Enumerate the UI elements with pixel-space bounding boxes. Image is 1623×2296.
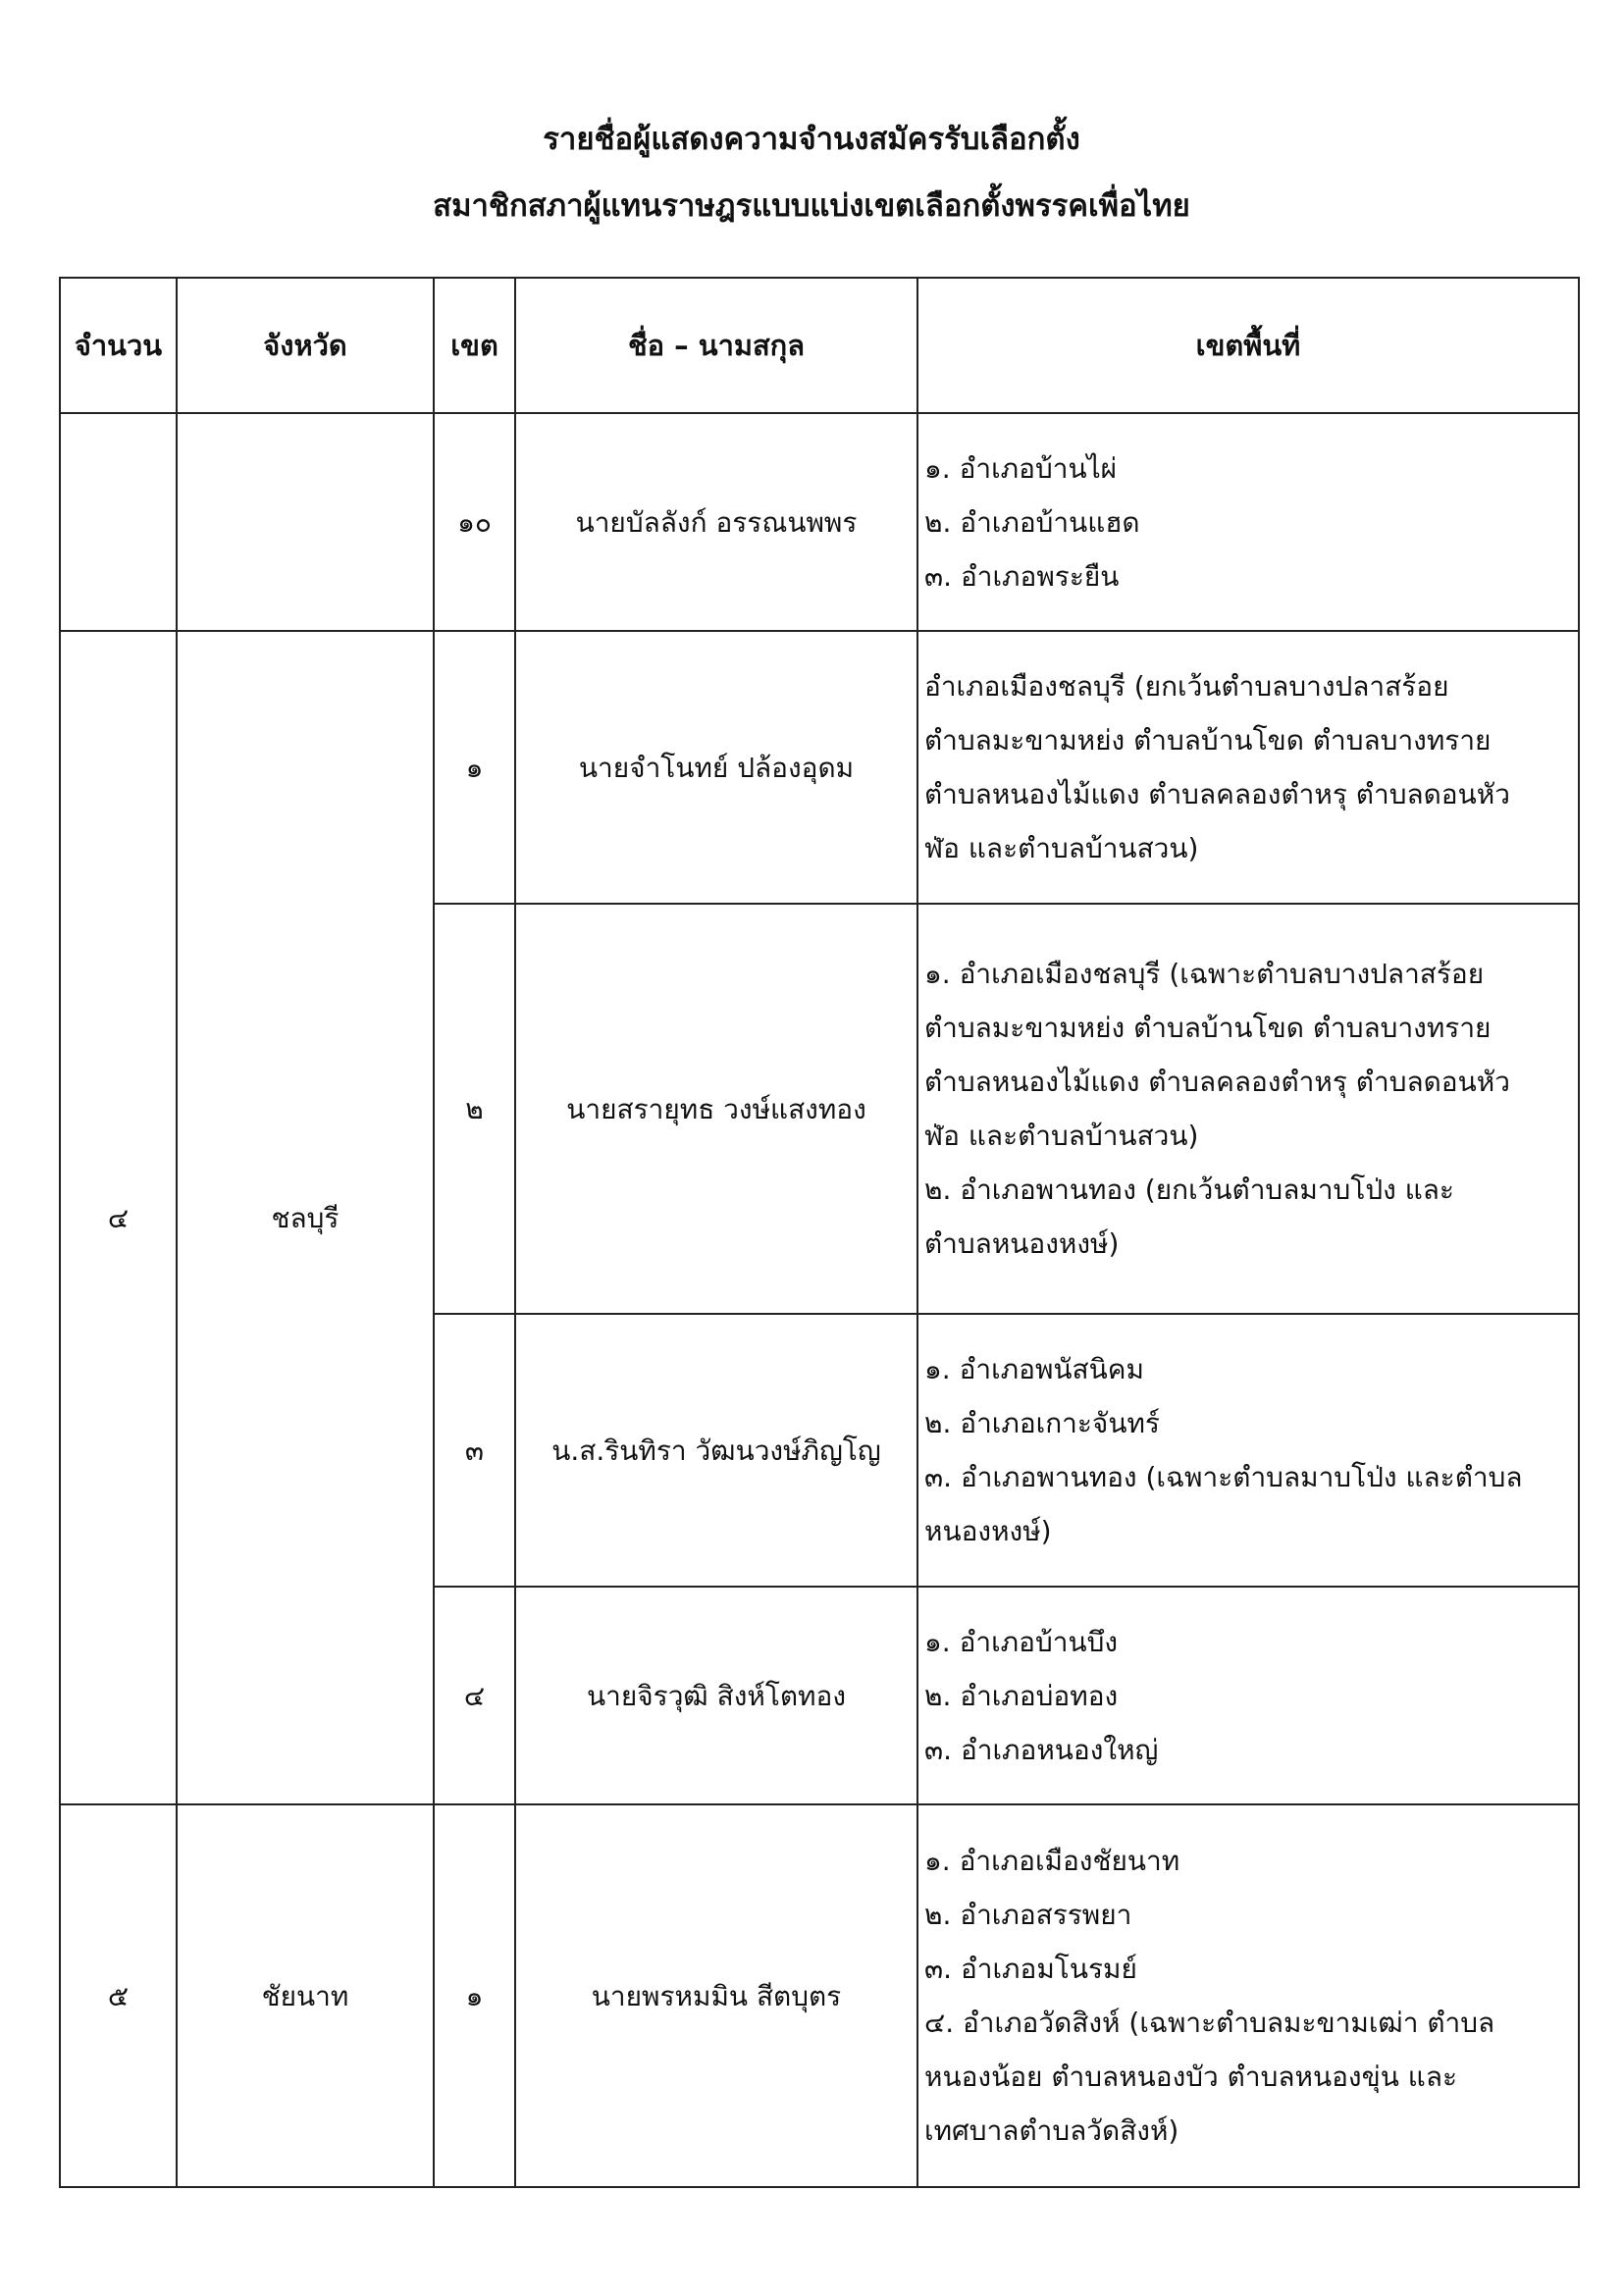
district-cell: ๓ [434,1314,515,1587]
area-line: ฬ่อ และตำบลบ้านสวน) [924,1120,1199,1152]
title-line-2: สมาชิกสภาผู้แทนราษฎรแบบแบ่งเขตเลือกตั้งพรรคเพื่อไทย [433,188,1190,224]
area-line: ๒. อำเภอพานทอง (ยกเว้นตำบลมาบโป่ง และ [924,1174,1454,1206]
table-row [60,631,1579,904]
area-line: ๑. อำเภอเมืองชลบุรี (เฉพาะตำบลบางปลาสร้อย [924,958,1485,990]
area-line: หนองน้อย ตำบลหนองบัว ตำบลหนองขุ่น และ [924,2061,1458,2093]
province-cell: ชัยนาท [177,1804,434,2187]
area-line: หนองหงษ์) [924,1515,1052,1547]
title-line-1: รายชื่อผู้แสดงความจำนงสมัครรับเลือกตั้ง [543,122,1080,157]
area-cell [917,631,1579,904]
province-cell: ชลบุรี [177,631,434,1804]
table-row [60,413,1579,631]
count-cell [60,413,177,631]
area-line: ๑. อำเภอบ้านไผ่ [924,451,1118,485]
area-line: ๔. อำเภอวัดสิงห์ (เฉพาะตำบลมะขามเฒ่า ตำบล [924,2007,1495,2039]
province-cell [177,413,434,631]
area-line: ตำบลมะขามหย่ง ตำบลบ้านโขด ตำบลบางทราย [924,1012,1492,1044]
candidate-name-cell: นายสรายุทธ วงษ์แสงทอง [515,904,917,1314]
candidate-name-cell: นายบัลลังก์ อรรณนพพร [515,413,917,631]
table-header-row [60,278,1579,413]
candidate-name-cell: นายพรหมมิน สีตบุตร [515,1804,917,2187]
area-line: ตำบลหนองไม้แดง ตำบลคลองตำหรุ ตำบลดอนหัว [924,778,1510,810]
district-cell: ๑ [434,1804,515,2187]
candidate-name-cell: นายจิรวุฒิ สิงห์โตทอง [515,1587,917,1804]
area-line: ๑. อำเภอเมืองชัยนาท [924,1845,1180,1877]
district-cell: ๒ [434,904,515,1314]
header-province: จังหวัด [177,278,434,413]
area-cell [917,1587,1579,1804]
header-area: เขตพื้นที่ [917,278,1579,413]
candidate-name-cell: น.ส.รินทิรา วัฒนวงษ์ภิญโญ [515,1314,917,1587]
candidate-name-cell: นายจำโนทย์ ปล้องอุดม [515,631,917,904]
area-line: ๒. อำเภอบ้านแฮด [924,505,1140,539]
district-cell: ๑ [434,631,515,904]
area-line: ๓. อำเภอพระยืน [924,559,1120,593]
area-cell [917,413,1579,631]
area-line: ๓. อำเภอพานทอง (เฉพาะตำบลมาบโป่ง และตำบล [924,1461,1523,1493]
count-cell: ๕ [60,1804,177,2187]
document-title [0,106,1623,239]
area-line: ๒. อำเภอเกาะจันทร์ [924,1407,1160,1439]
header-district: เขต [434,278,515,413]
area-line: ๑. อำเภอพนัสนิคม [924,1353,1144,1385]
area-line: ๑. อำเภอบ้านบึง [924,1625,1119,1658]
area-cell [917,1314,1579,1587]
area-line: ๓. อำเภอหนองใหญ่ [924,1733,1159,1766]
area-line: เทศบาลตำบลวัดสิงห์) [924,2114,1179,2147]
header-name: ชื่อ – นามสกุล [515,278,917,413]
area-line: ๓. อำเภอมโนรมย์ [924,1953,1137,1985]
header-count: จำนวน [60,278,177,413]
candidates-table [59,277,1580,2188]
area-line: ตำบลมะขามหย่ง ตำบลบ้านโขด ตำบลบางทราย [924,724,1492,757]
district-cell: ๔ [434,1587,515,1804]
area-line: ๒. อำเภอบ่อทอง [924,1679,1119,1712]
count-cell: ๔ [60,631,177,1804]
area-line: ๒. อำเภอสรรพยา [924,1899,1132,1931]
area-line: อำเภอเมืองชลบุรี (ยกเว้นตำบลบางปลาสร้อย [924,670,1449,703]
area-line: ตำบลหนองหงษ์) [924,1227,1120,1260]
table-row [60,1804,1579,2187]
district-cell: ๑๐ [434,413,515,631]
area-line: ตำบลหนองไม้แดง ตำบลคลองตำหรุ ตำบลดอนหัว [924,1066,1510,1098]
area-cell [917,1804,1579,2187]
area-cell [917,904,1579,1314]
area-line: ฬ่อ และตำบลบ้านสวน) [924,832,1199,864]
